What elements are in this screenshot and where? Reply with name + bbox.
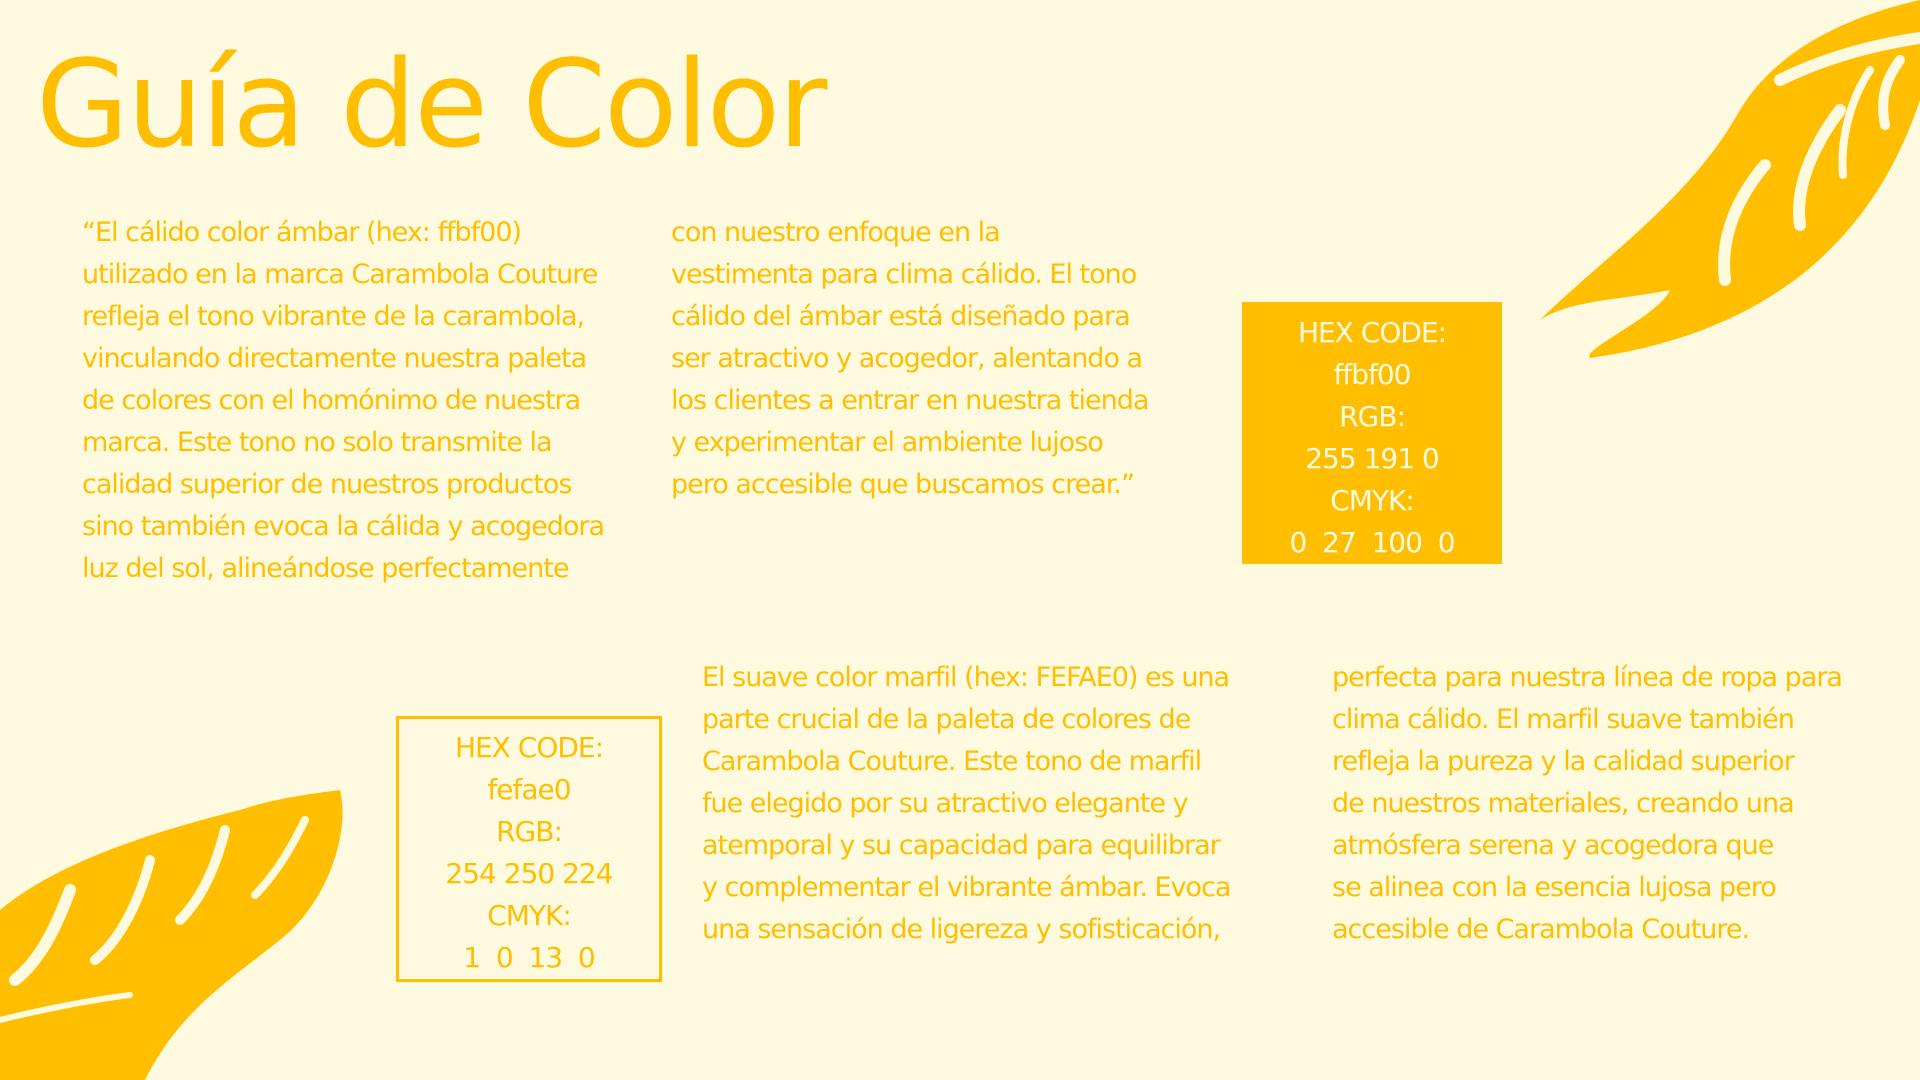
text-line: pero accesible que buscamos crear.” <box>671 469 1134 500</box>
page-title: Guía de Color <box>36 36 826 175</box>
text-line: luz del sol, alineándose perfectamente <box>82 553 569 584</box>
amber-description-column-2 <box>671 212 1148 506</box>
text-line: “El cálido color ámbar (hex: ffbf00) <box>82 217 522 248</box>
ivory-color-swatch <box>396 716 662 982</box>
text-line: de colores con el homónimo de nuestra <box>82 385 581 416</box>
text-line: los clientes a entrar en nuestra tienda <box>671 385 1149 416</box>
text-line: El suave color marfil (hex: FEFAE0) es una <box>702 662 1230 693</box>
text-line: y experimentar el ambiente lujoso <box>671 427 1103 458</box>
text-line: clima cálido. El marfil suave también <box>1332 704 1794 735</box>
leaf-top-right-icon <box>1540 0 1920 370</box>
rgb-value: 254 250 224 <box>445 857 613 890</box>
hex-label: HEX CODE: <box>454 731 604 764</box>
rgb-label: RGB: <box>496 815 562 848</box>
text-line: con nuestro enfoque en la <box>671 217 1000 248</box>
text-line: vestimenta para clima cálido. El tono <box>671 259 1137 290</box>
cmyk-label: CMYK: <box>1330 484 1414 517</box>
rgb-label: RGB: <box>1339 400 1405 433</box>
text-line: marca. Este tono no solo transmite la <box>82 427 552 458</box>
leaf-bottom-left-icon <box>0 790 380 1080</box>
ivory-description-column-1 <box>702 657 1230 951</box>
text-line: ser atractivo y acogedor, alentando a <box>671 343 1143 374</box>
amber-color-swatch <box>1242 302 1502 564</box>
text-line: perfecta para nuestra línea de ropa para <box>1332 662 1842 693</box>
text-line: vinculando directamente nuestra paleta <box>82 343 587 374</box>
text-line: Carambola Couture. Este tono de marfil <box>702 746 1202 777</box>
cmyk-value: 0 27 100 0 <box>1289 526 1455 559</box>
cmyk-value: 1 0 13 0 <box>463 941 595 974</box>
text-line: sino también evoca la cálida y acogedora <box>82 511 605 542</box>
text-line: una sensación de ligereza y sofisticación, <box>702 914 1221 945</box>
text-line: fue elegido por su atractivo elegante y <box>702 788 1188 819</box>
rgb-value: 255 191 0 <box>1305 442 1439 475</box>
hex-value: fefae0 <box>487 773 571 806</box>
ivory-description-column-2 <box>1332 657 1842 951</box>
text-line: cálido del ámbar está diseñado para <box>671 301 1130 332</box>
text-line: se alinea con la esencia lujosa pero <box>1332 872 1776 903</box>
text-line: accesible de Carambola Couture. <box>1332 914 1750 945</box>
text-line: refleja la pureza y la calidad superior <box>1332 746 1794 777</box>
text-line: utilizado en la marca Carambola Couture <box>82 259 598 290</box>
text-line: parte crucial de la paleta de colores de <box>702 704 1191 735</box>
hex-value: ffbf00 <box>1333 358 1411 391</box>
text-line: calidad superior de nuestros productos <box>82 469 572 500</box>
hex-label: HEX CODE: <box>1297 316 1447 349</box>
text-line: de nuestros materiales, creando una <box>1332 788 1794 819</box>
text-line: atmósfera serena y acogedora que <box>1332 830 1774 861</box>
text-line: refleja el tono vibrante de la carambola, <box>82 301 585 332</box>
text-line: atemporal y su capacidad para equilibrar <box>702 830 1220 861</box>
amber-description-column-1 <box>82 212 604 590</box>
cmyk-label: CMYK: <box>487 899 571 932</box>
text-line: y complementar el vibrante ámbar. Evoca <box>702 872 1231 903</box>
